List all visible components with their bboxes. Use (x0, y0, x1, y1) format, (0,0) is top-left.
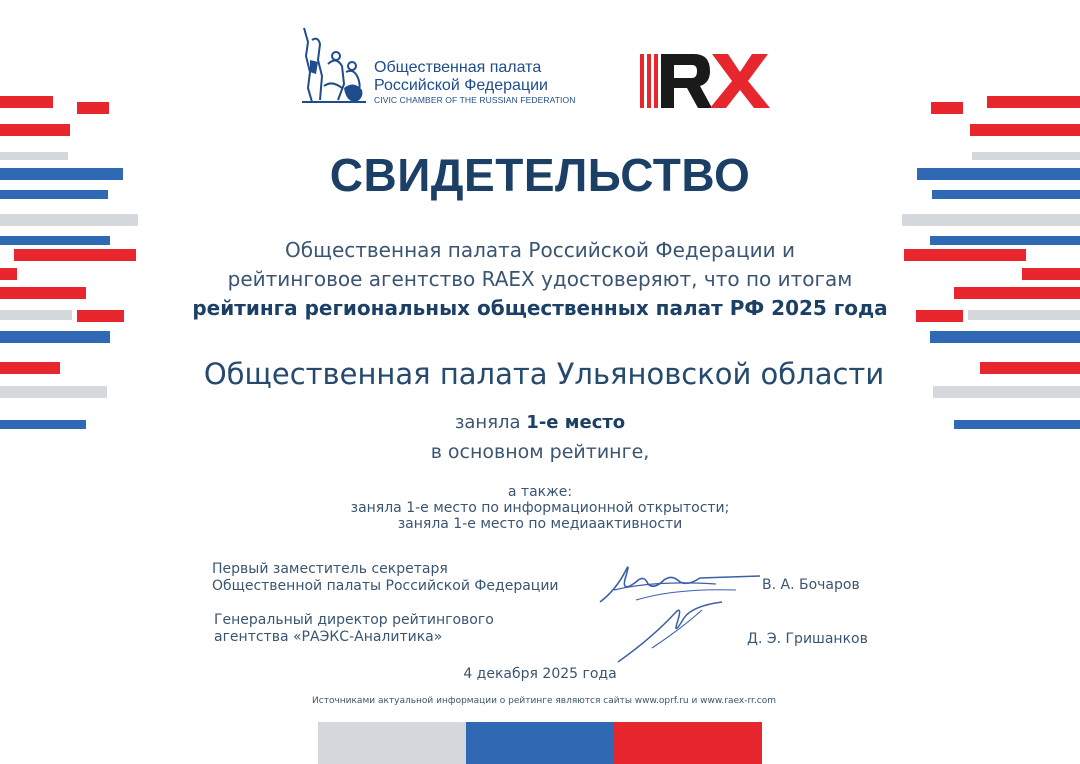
place-context: в основном рейтинге, (430, 441, 650, 463)
stripe (930, 236, 1080, 245)
place-line (0, 412, 1080, 433)
civic-chamber-logo (298, 26, 576, 108)
stripe (930, 331, 1080, 343)
sources-note: Источниками актуальной информации о рейтинге являются сайты www.oprf.ru и www.raex-rr.com (312, 696, 776, 706)
flag-band-gray (318, 722, 466, 764)
certificate-intro (140, 236, 940, 323)
stripe (14, 249, 136, 261)
stripe (1022, 268, 1080, 280)
stripe (931, 102, 963, 114)
organization-name: Общественная палата Ульяновской области (203, 357, 885, 391)
intro-line-1: Общественная палата Российской Федерации и (285, 238, 795, 262)
certificate-title: СВИДЕТЕЛЬСТВО (329, 149, 751, 201)
stripe (970, 124, 1080, 136)
stripe (77, 310, 124, 322)
extra-item-2: заняла 1-е место по медиаактивности (397, 516, 683, 532)
stripe (987, 96, 1080, 108)
signatory-2-position (214, 612, 494, 646)
additional-achievements (300, 484, 780, 532)
civic-chamber-name-english: CIVIC CHAMBER OF THE RUSSIAN FEDERATION (374, 95, 576, 105)
signatory-1-position-line1: Первый заместитель секретаря (212, 561, 448, 577)
intro-line-3: рейтинга региональных общественных палат РФ 2025 года (192, 296, 888, 320)
stripe (0, 236, 110, 245)
stripe (902, 214, 1080, 226)
civic-chamber-name-line2: Российской Федерации (374, 77, 548, 94)
issue-date: 4 декабря 2025 года (463, 666, 617, 682)
stripe (954, 287, 1080, 299)
signature-2-icon (612, 598, 752, 668)
intro-line-2: рейтинговое агентство RAEX удостоверяют, что по итогам (227, 267, 853, 291)
raex-logo (640, 52, 780, 110)
stripe (0, 287, 86, 299)
signatory-2-name: Д. Э. Гришанков (747, 631, 868, 647)
stripe (0, 214, 138, 226)
stripe (968, 310, 1080, 320)
flag-band-red (614, 722, 762, 764)
stripe (0, 268, 17, 280)
stripe (0, 124, 70, 136)
stripe (0, 331, 110, 343)
place-prefix: заняла (454, 412, 521, 433)
monument-icon (298, 26, 370, 106)
stripe (77, 102, 109, 114)
signatory-1-position (212, 561, 559, 595)
signatory-1-position-line2: Общественной палаты Российской Федерации (212, 578, 559, 594)
extra-intro: а также: (507, 484, 573, 500)
place-value: 1-е место (526, 412, 626, 433)
extra-item-1: заняла 1-е место по информационной открытости; (350, 500, 730, 516)
signatory-2-position-line2: агентства «РАЭКС-Аналитика» (214, 629, 443, 645)
flag-band-blue (466, 722, 614, 764)
civic-chamber-name-line1: Общественная палата (374, 59, 542, 76)
signatory-1-name: В. А. Бочаров (762, 577, 860, 593)
stripe (0, 96, 53, 108)
signatory-2-position-line1: Генеральный директор рейтингового (214, 612, 494, 628)
stripe (0, 310, 72, 320)
raex-rx-logo (640, 52, 780, 110)
